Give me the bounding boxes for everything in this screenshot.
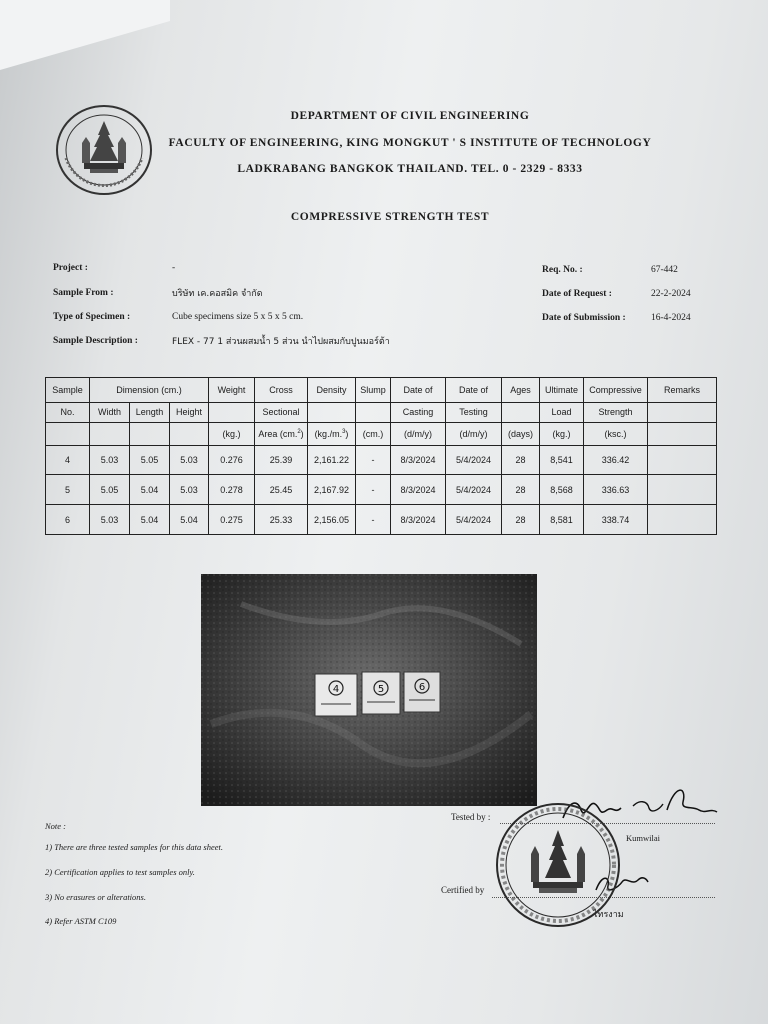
header-remarks: Remarks [648, 378, 717, 403]
req-no-label: Req. No. : [542, 265, 583, 275]
specimen-cube-4 [315, 674, 357, 716]
note-item: 2) Certification applies to test samples only. [45, 867, 195, 877]
table-row [46, 475, 717, 505]
cell-remarks [648, 445, 717, 475]
cell-density: 2,167.92 [308, 475, 356, 505]
header-density: Density [308, 378, 356, 403]
cell-no: 6 [46, 505, 90, 535]
cell-height: 5.04 [170, 505, 209, 535]
specimen-type-value: Cube specimens size 5 x 5 x 5 cm. [172, 312, 304, 322]
tested-by-label: Tested by : [451, 812, 491, 822]
area-unit-sup: 2 [297, 428, 301, 435]
cube-5-label: 5 [377, 684, 385, 695]
header-area-unit [255, 423, 308, 446]
date-of-request-value: 22-2-2024 [651, 289, 691, 299]
cell-load: 8,541 [540, 445, 584, 475]
cell-ages: 28 [502, 505, 540, 535]
header-strength: Compressive [584, 378, 648, 403]
header-casting: Date of [391, 378, 446, 403]
cell-width: 5.03 [90, 445, 130, 475]
header-testing-unit: (d/m/y) [446, 423, 502, 446]
header-casting-2: Casting [391, 402, 446, 423]
header-length: Length [130, 402, 170, 423]
note-item: 3) No erasures or alterations. [45, 892, 146, 902]
sample-description-label: Sample Description : [53, 336, 138, 346]
cell-height: 5.03 [170, 475, 209, 505]
cell-weight: 0.278 [209, 475, 255, 505]
header-strength-2: Strength [584, 402, 648, 423]
area-unit-end: ) [300, 428, 304, 439]
header-cross-sectional: Sectional [255, 402, 308, 423]
cell-ages: 28 [502, 445, 540, 475]
date-of-submission-label: Date of Submission : [542, 313, 626, 323]
cell-density: 2,161.22 [308, 445, 356, 475]
cell-load: 8,581 [540, 505, 584, 535]
table-row [46, 445, 717, 475]
header-dimension: Dimension (cm.) [90, 378, 209, 403]
cell-height: 5.03 [170, 445, 209, 475]
specimen-cube-6 [404, 672, 440, 712]
specimen-type-label: Type of Specimen : [53, 312, 131, 322]
specimen-cube-5 [362, 672, 400, 714]
tester-name: Kumwilai [626, 833, 660, 843]
header-weight: Weight [209, 378, 255, 403]
header-width-blank [90, 423, 130, 446]
density-unit-text: (kg./m. [314, 428, 343, 439]
cell-no: 5 [46, 475, 90, 505]
cell-slump: - [356, 505, 391, 535]
cell-casting: 8/3/2024 [391, 475, 446, 505]
header-density-blank [308, 402, 356, 423]
cell-length: 5.05 [130, 445, 170, 475]
header-ages: Ages [502, 378, 540, 403]
req-no-value: 67-442 [651, 265, 678, 275]
header-sample [46, 378, 90, 403]
area-unit-text: Area (cm. [258, 428, 298, 439]
project-value: - [172, 263, 176, 273]
header-testing-2: Testing [446, 402, 502, 423]
cell-ages: 28 [502, 475, 540, 505]
sample-from-label: Sample From : [53, 288, 114, 298]
cell-density: 2,156.05 [308, 505, 356, 535]
header-width: Width [90, 402, 130, 423]
header-sample-no: No. [46, 402, 90, 423]
cell-testing: 5/4/2024 [446, 445, 502, 475]
header-load-2: Load [540, 402, 584, 423]
header-weight-blank [209, 402, 255, 423]
header-load: Ultimate [540, 378, 584, 403]
header-cross: Cross [255, 378, 308, 403]
table-row [46, 505, 717, 535]
address-heading: LADKRABANG BANGKOK THAILAND. TEL. 0 - 2329 - 8333 [237, 163, 583, 175]
date-of-submission-value: 16-4-2024 [651, 313, 691, 323]
cell-area: 25.39 [255, 445, 308, 475]
header-ages-unit: (days) [502, 423, 540, 446]
header-slump: Slump [356, 378, 391, 403]
header-remarks-blank [648, 402, 717, 423]
notes-heading: Note : [45, 821, 67, 831]
cell-weight: 0.275 [209, 505, 255, 535]
cell-strength: 336.42 [584, 445, 648, 475]
cell-width: 5.05 [90, 475, 130, 505]
cell-length: 5.04 [130, 475, 170, 505]
header-sample-text: Sample [52, 384, 83, 395]
header-remarks-blank-2 [648, 423, 717, 446]
cell-slump: - [356, 475, 391, 505]
cell-no: 4 [46, 445, 90, 475]
note-item: 4) Refer ASTM C109 [45, 916, 117, 926]
cell-casting: 8/3/2024 [391, 445, 446, 475]
header-weight-unit: (kg.) [209, 423, 255, 446]
cell-strength: 338.74 [584, 505, 648, 535]
date-of-request-label: Date of Request : [542, 289, 612, 299]
certifier-name: ไทรงาม [593, 910, 624, 920]
specimen-photo [201, 574, 537, 806]
header-load-unit: (kg.) [540, 423, 584, 446]
cell-width: 5.03 [90, 505, 130, 535]
document-title: COMPRESSIVE STRENGTH TEST [290, 211, 490, 223]
note-item: 1) There are three tested samples for this data sheet. [45, 842, 224, 852]
density-unit-sup: 3 [342, 428, 346, 435]
cell-remarks [648, 475, 717, 505]
cell-weight: 0.276 [209, 445, 255, 475]
official-stamp-icon [493, 800, 623, 930]
header-testing: Date of [446, 378, 502, 403]
cube-4-label: 4 [332, 684, 340, 695]
cell-testing: 5/4/2024 [446, 475, 502, 505]
project-label: Project : [53, 263, 88, 273]
header-slump-unit: (cm.) [356, 423, 391, 446]
cell-area: 25.45 [255, 475, 308, 505]
department-heading: DEPARTMENT OF CIVIL ENGINEERING [290, 110, 530, 122]
cell-casting: 8/3/2024 [391, 505, 446, 535]
header-ages-blank [502, 402, 540, 423]
cell-length: 5.04 [130, 505, 170, 535]
header-length-blank [130, 423, 170, 446]
header-height-blank [170, 423, 209, 446]
density-unit-end: ) [345, 428, 349, 439]
cell-strength: 336.63 [584, 475, 648, 505]
cell-remarks [648, 505, 717, 535]
cell-slump: - [356, 445, 391, 475]
cube-6-label: 6 [418, 682, 426, 693]
cell-testing: 5/4/2024 [446, 505, 502, 535]
header-height: Height [170, 402, 209, 423]
certified-by-label: Certified by [441, 885, 485, 895]
cell-load: 8,568 [540, 475, 584, 505]
sample-from-value: บริษัท เค.คอสมิค จำกัด [172, 289, 263, 299]
header-sample-blank [46, 423, 90, 446]
faculty-heading: FACULTY OF ENGINEERING, KING MONGKUT ' S INSTITUTE OF TECHNOLOGY [168, 137, 652, 149]
header-density-unit [308, 423, 356, 446]
sample-description-value: FLEX - 77 1 ส่วนผสมน้ำ 5 ส่วน นำไปผสมกับปูนมอร์ต้า [172, 337, 390, 347]
header-strength-unit: (ksc.) [584, 423, 648, 446]
results-table [45, 377, 717, 535]
header-casting-unit: (d/m/y) [391, 423, 446, 446]
cell-area: 25.33 [255, 505, 308, 535]
header-slump-blank [356, 402, 391, 423]
